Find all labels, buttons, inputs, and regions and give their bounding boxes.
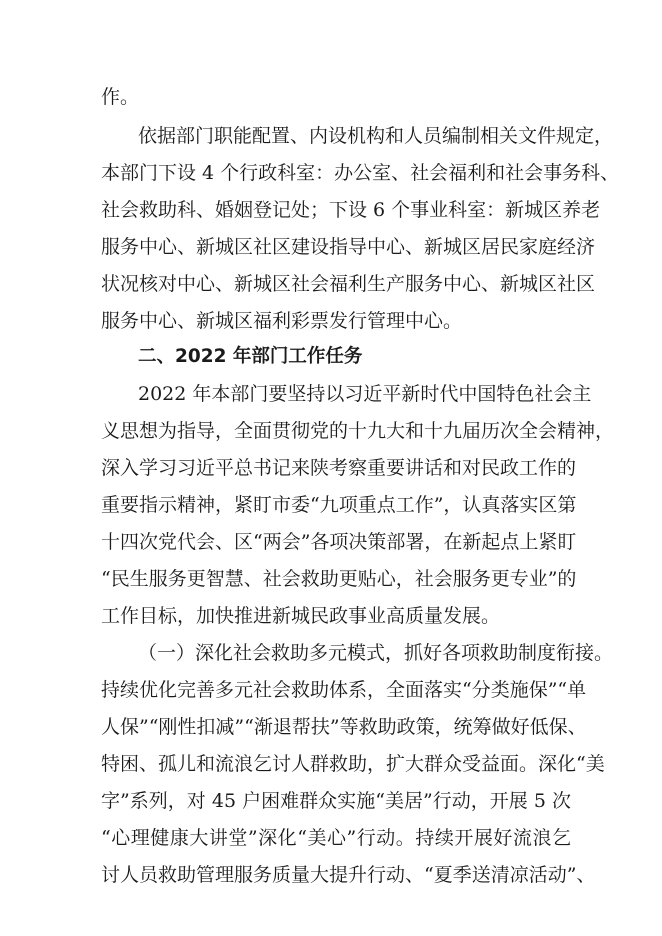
paragraph-line: 义思想为指导，全面贯彻党的十九大和十九届历次全会精神， [101, 420, 615, 442]
paragraph-line: 状况核对中心、新城区社会福利生产服务中心、新城区社区 [101, 273, 596, 295]
section-heading: 二、2022 年部门工作任务 [138, 346, 363, 367]
paragraph-line: 持续优化完善多元社会救助体系，全面落实“分类施保”“单 [101, 679, 587, 701]
paragraph-line: 服务中心、新城区福利彩票发行管理中心。 [101, 310, 463, 332]
paragraph-line: 服务中心、新城区社区建设指导中心、新城区居民家庭经济 [101, 236, 596, 258]
paragraph-line: 工作目标，加快推进新城民政事业高质量发展。 [101, 605, 501, 627]
paragraph-line: 本部门下设 4 个行政科室：办公室、社会福利和社会事务科、 [101, 162, 620, 184]
paragraph-line: 字”系列，对 45 户困难群众实施“美居”行动，开展 5 次 [101, 790, 571, 812]
paragraph-line: 作。 [101, 86, 140, 108]
paragraph-line: 重要指示精神，紧盯市委“九项重点工作”，认真落实区第 [101, 494, 577, 516]
paragraph-line: “心理健康大讲堂”深化“美心”行动。持续开展好流浪乞 [101, 827, 571, 849]
paragraph-line: 依据部门职能配置、内设机构和人员编制相关文件规定， [138, 125, 614, 147]
item-heading-line: （一）深化社会救助多元模式，抓好各项救助制度衔接。 [138, 642, 614, 664]
paragraph-line: “民生服务更智慧、社会救助更贴心，社会服务更专业”的 [101, 568, 577, 590]
paragraph-line: 2022 年本部门要坚持以习近平新时代中国特色社会主 [138, 383, 592, 405]
paragraph-line: 讨人员救助管理服务质量大提升行动、“夏季送清凉活动”、 [101, 864, 596, 886]
paragraph-line: 社会救助科、婚姻登记处；下设 6 个事业科室：新城区养老 [101, 199, 601, 221]
paragraph-line: 十四次党代会、区“两会”各项决策部署，在新起点上紧盯 [101, 531, 577, 553]
paragraph-line: 特困、孤儿和流浪乞讨人群救助，扩大群众受益面。深化“美 [101, 753, 605, 775]
paragraph-line: 深入学习习近平总书记来陕考察重要讲话和对民政工作的 [101, 457, 577, 479]
paragraph-line: 人保”“刚性扣减”“渐退帮扶”等救助政策，统筹做好低保、 [101, 716, 587, 738]
